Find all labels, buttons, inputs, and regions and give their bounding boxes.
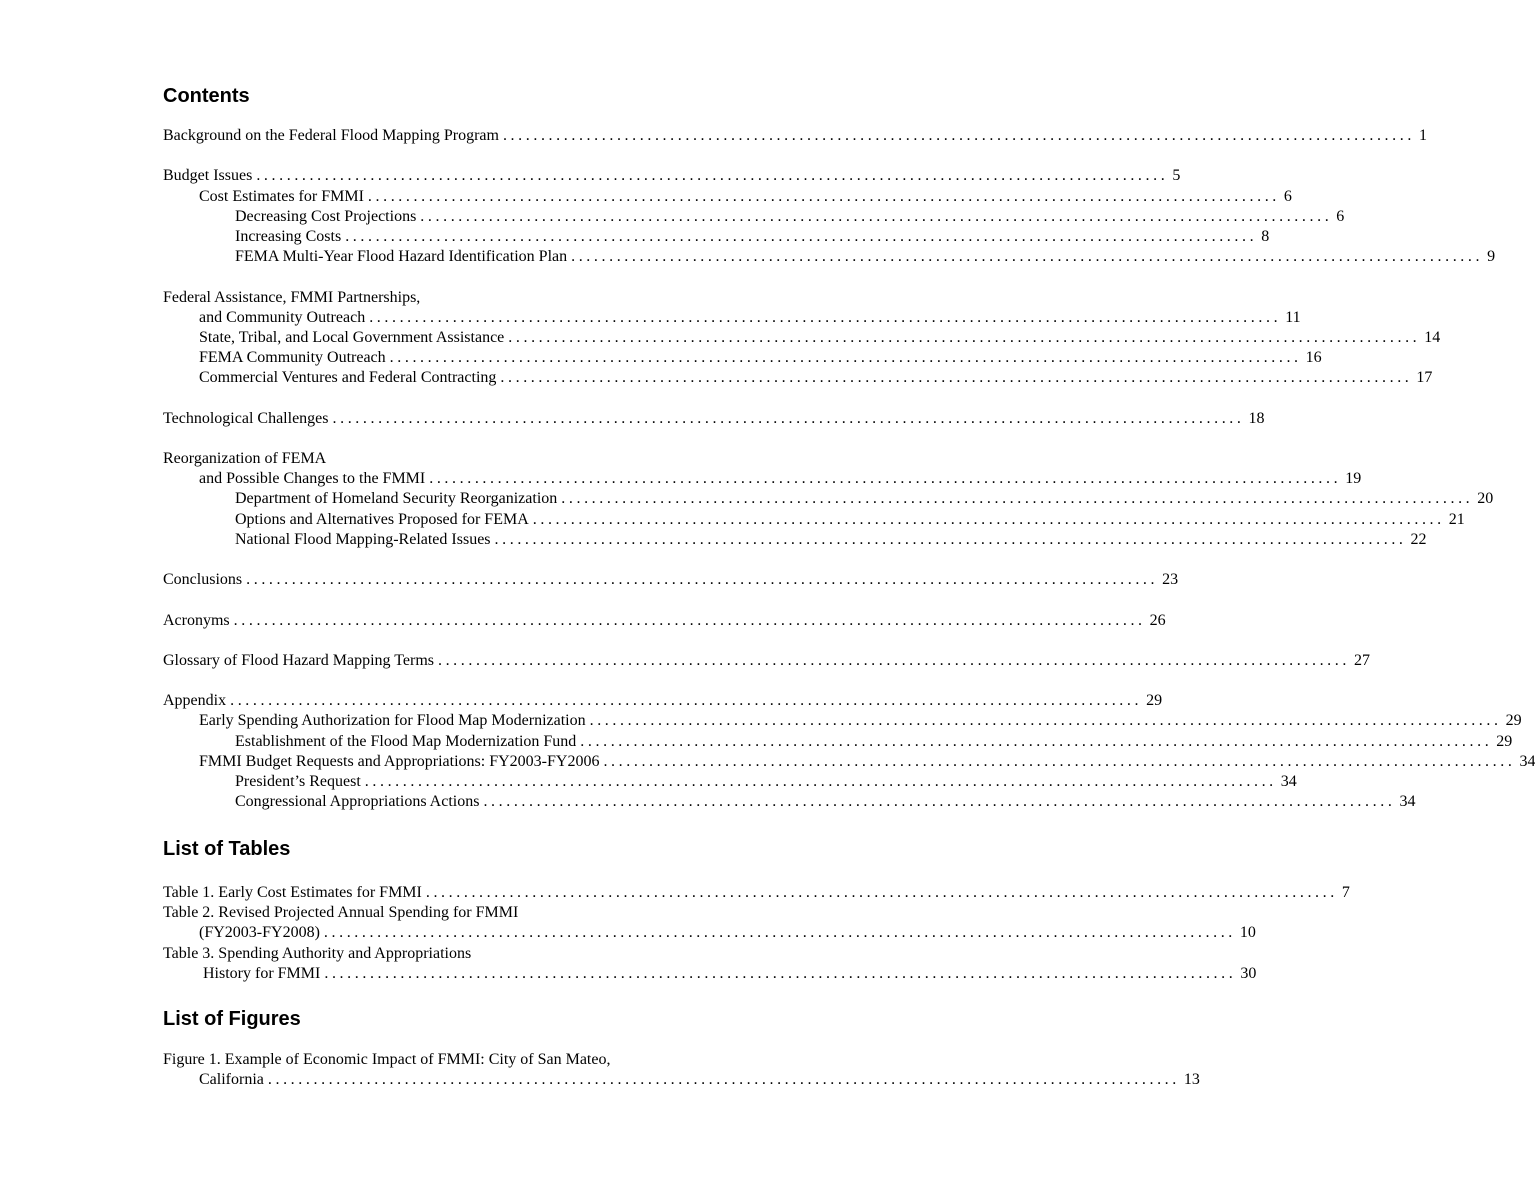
table-entry[interactable]: Table 1. Early Cost Estimates for FMMI ........................................................................................................................ 7 — [163, 883, 758, 903]
toc-entry[interactable]: Cost Estimates for FMMI ........................................................................................................................ 6 — [163, 187, 758, 207]
dot-leader: ........................................................................................................................ — [389, 349, 1302, 367]
figure-entry-heading-line: Figure 1. Example of Economic Impact of FMMI: City of San Mateo, — [163, 1051, 611, 1068]
toc-entry[interactable]: Increasing Costs ........................................................................................................................ 8 — [163, 227, 758, 247]
list-of-figures-heading: List of Figures — [163, 1008, 301, 1030]
dot-leader: ........................................................................................................................ — [437, 651, 1350, 669]
toc-entry[interactable]: National Flood Mapping-Related Issues ........................................................................................................................ 22 — [163, 530, 758, 550]
dot-leader: ........................................................................................................................ — [532, 510, 1445, 528]
dot-leader: ........................................................................................................................ — [425, 884, 1338, 901]
dot-leader: ........................................................................................................................ — [367, 187, 1280, 205]
toc-entry[interactable]: Establishment of the Flood Map Modernization Fund ........................................................................................................................ 29 — [163, 732, 758, 752]
toc-entry[interactable]: Conclusions ........................................................................................................................ 23 — [163, 570, 758, 590]
dot-leader: ........................................................................................................................ — [429, 470, 1342, 488]
dot-leader: ........................................................................................................................ — [494, 530, 1407, 548]
toc-entry[interactable]: Acronyms ........................................................................................................................ 26 — [163, 611, 758, 631]
toc-entry[interactable]: Congressional Appropriations Actions ........................................................................................................................ 34 — [163, 792, 758, 812]
toc-entry[interactable]: FEMA Community Outreach ........................................................................................................................ 16 — [163, 348, 758, 368]
toc-entry[interactable]: Budget Issues ........................................................................................................................ 5 — [163, 166, 758, 186]
table-entry[interactable]: History for FMMI ........................................................................................................................ 30 — [163, 964, 758, 984]
dot-leader: ........................................................................................................................ — [508, 328, 1421, 346]
contents-list — [163, 126, 1535, 812]
toc-entry[interactable]: Background on the Federal Flood Mapping Program ........................................................................................................................ 1 — [163, 126, 758, 146]
dot-leader: ........................................................................................................................ — [267, 1071, 1180, 1089]
figure-entry[interactable]: California ........................................................................................................................ 13 — [163, 1070, 758, 1090]
toc-entry[interactable]: and Community Outreach ........................................................................................................................ 11 — [163, 308, 758, 328]
dot-leader: ........................................................................................................................ — [364, 773, 1277, 790]
toc-entry[interactable]: Decreasing Cost Projections ........................................................................................................................ 6 — [163, 207, 758, 227]
table-entry-heading-line: Table 2. Revised Projected Annual Spending for FMMI — [163, 904, 519, 922]
dot-leader: ........................................................................................................................ — [256, 167, 1169, 185]
toc-entry[interactable]: President’s Request ........................................................................................................................ 34 — [163, 772, 758, 792]
dot-leader: ........................................................................................................................ — [323, 924, 1236, 942]
dot-leader: ........................................................................................................................ — [233, 611, 1146, 629]
dot-leader: ........................................................................................................................ — [369, 308, 1282, 326]
toc-entry[interactable]: Options and Alternatives Proposed for FEMA ........................................................................................................................ 21 — [163, 510, 758, 530]
toc-entry[interactable]: and Possible Changes to the FMMI ........................................................................................................................ 19 — [163, 469, 758, 489]
dot-leader: ........................................................................................................................ — [332, 409, 1245, 427]
toc-entry[interactable]: Glossary of Flood Hazard Mapping Terms ........................................................................................................................ 27 — [163, 651, 758, 671]
dot-leader: ........................................................................................................................ — [500, 369, 1413, 387]
toc-entry[interactable]: Department of Homeland Security Reorganization ........................................................................................................................ 20 — [163, 489, 758, 509]
dot-leader: ........................................................................................................................ — [571, 248, 1484, 266]
dot-leader: ........................................................................................................................ — [580, 732, 1493, 750]
list-of-tables-heading: List of Tables — [163, 838, 291, 860]
dot-leader: ........................................................................................................................ — [420, 207, 1333, 225]
dot-leader: ........................................................................................................................ — [502, 127, 1415, 144]
toc-entry[interactable]: Commercial Ventures and Federal Contracting ........................................................................................................................ 17 — [163, 368, 758, 388]
dot-leader: ........................................................................................................................ — [483, 793, 1396, 811]
toc-entry-heading-line: Reorganization of FEMA — [163, 450, 327, 467]
toc-entry[interactable]: FEMA Multi-Year Flood Hazard Identification Plan ........................................................................................................................ 9 — [163, 247, 758, 267]
dot-leader: ........................................................................................................................ — [324, 964, 1237, 982]
toc-entry[interactable]: Early Spending Authorization for Flood Map Modernization ........................................................................................................................ 29 — [163, 711, 758, 731]
dot-leader: ........................................................................................................................ — [603, 752, 1516, 770]
toc-entry[interactable]: Appendix ........................................................................................................................ 29 — [163, 691, 758, 711]
dot-leader: ........................................................................................................................ — [230, 692, 1143, 710]
table-entry[interactable]: (FY2003-FY2008) ........................................................................................................................ 10 — [163, 923, 758, 943]
tables-list — [163, 883, 1350, 984]
dot-leader: ........................................................................................................................ — [561, 490, 1474, 508]
toc-entry[interactable]: Technological Challenges ........................................................................................................................ 18 — [163, 409, 758, 429]
dot-leader: ........................................................................................................................ — [246, 571, 1159, 589]
dot-leader: ........................................................................................................................ — [345, 227, 1258, 245]
figures-list — [163, 1050, 1200, 1090]
toc-entry-heading-line: Federal Assistance, FMMI Partnerships, — [163, 288, 421, 306]
dot-leader: ........................................................................................................................ — [589, 712, 1502, 730]
toc-entry[interactable]: State, Tribal, and Local Government Assistance ........................................................................................................................ 14 — [163, 328, 758, 348]
contents-heading: Contents — [163, 85, 250, 107]
table-entry-heading-line: Table 3. Spending Authority and Appropriations — [163, 944, 472, 962]
toc-entry[interactable]: FMMI Budget Requests and Appropriations: FY2003-FY2006 ........................................................................................................................ 34 — [163, 752, 758, 772]
